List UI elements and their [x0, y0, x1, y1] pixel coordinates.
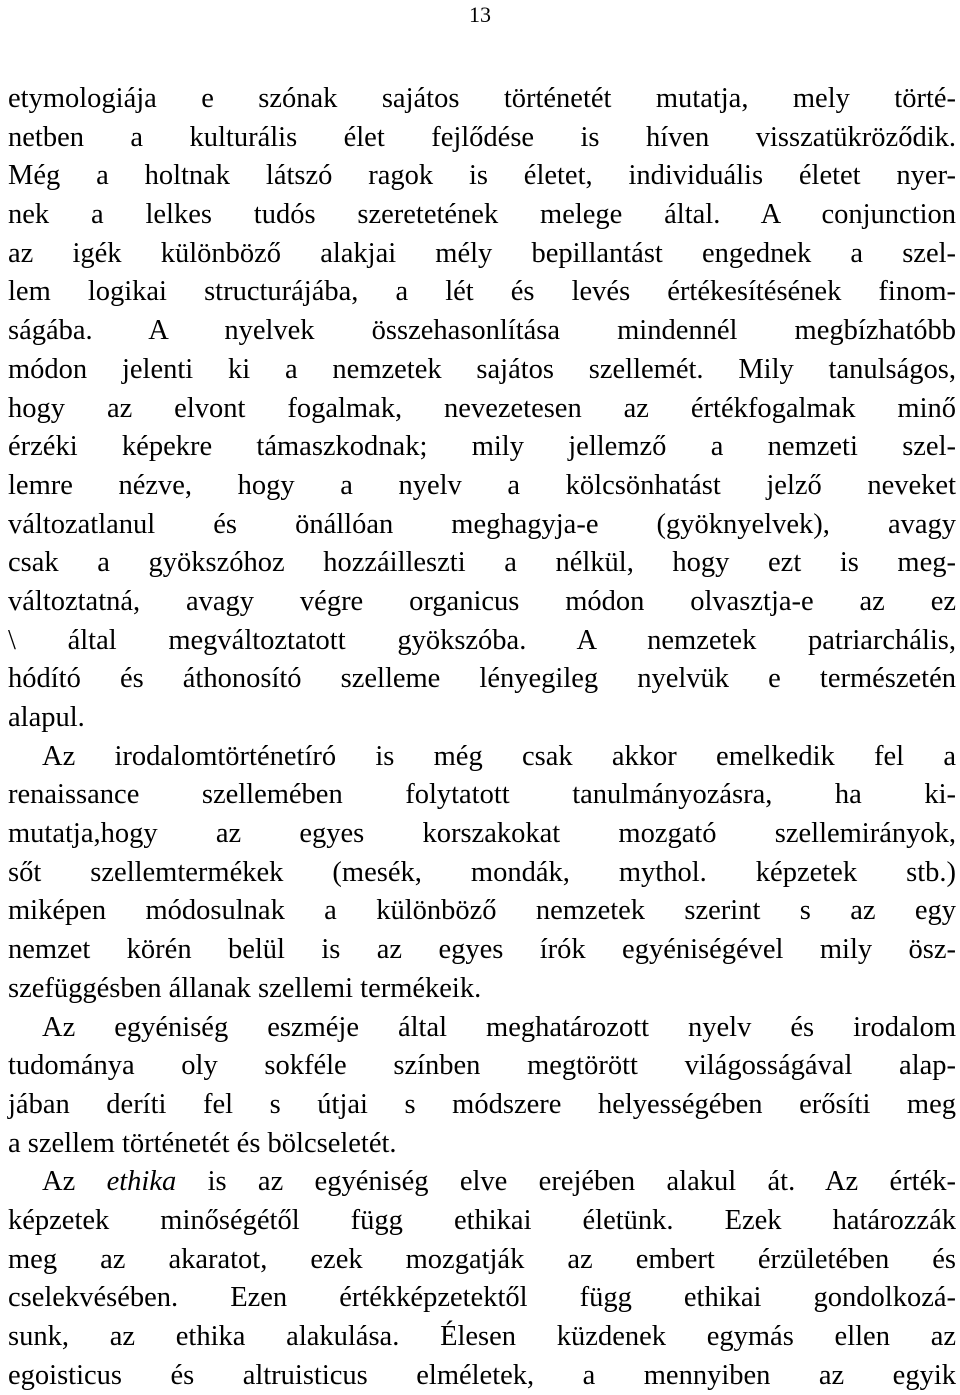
text-line: jában deríti fel s útjai s módszere helyességében erősíti meg: [8, 1088, 956, 1120]
text-line: lem logikai structurájába, a lét és levés értékesítésének finom-: [8, 276, 956, 308]
text-line: az igék különböző alakjai mély bepillantást engednek a szel-: [8, 237, 956, 269]
body-text: [8, 80, 956, 1395]
paragraph: [8, 80, 956, 738]
text-line: mutatja,hogy az egyes korszakokat mozgató szellemirányok,: [8, 818, 956, 850]
italic-term: ethika: [106, 1166, 177, 1198]
paragraph: [8, 1163, 956, 1395]
text-line: ságába. A nyelvek összehasonlítása mindennél megbízhatóbb: [8, 315, 956, 347]
text-line: netben a kulturális élet fejlődése is híven visszatükröződik.: [8, 121, 956, 153]
text-line: \ által megváltoztatott gyökszóba. A nemzetek patriarchális,: [8, 624, 956, 656]
text-line: renaissance szellemében folytatott tanulmányozásra, ha ki-: [8, 779, 956, 811]
text-line: csak a gyökszóhoz hozzáilleszti a nélkül, hogy ezt is meg-: [8, 547, 956, 579]
paragraph: [8, 738, 956, 1009]
text-line: Az egyéniség eszméje által meghatározott nyelv és irodalom: [42, 1011, 956, 1043]
text-line: sőt szellemtermékek (mesék, mondák, mythol. képzetek stb.): [8, 856, 956, 888]
text-line: képzetek minőségétől függ ethikai életünk. Ezek határozzák: [8, 1204, 956, 1236]
text-line: lemre nézve, hogy a nyelv a kölcsönhatást jelző neveket: [8, 469, 956, 501]
page-number: 13: [469, 2, 491, 27]
text-line: a szellem történetét és bölcseletét.: [8, 1127, 397, 1159]
text-line: alapul.: [8, 702, 85, 733]
text-line: változtatná, avagy végre organicus módon olvasztja-e az ez: [8, 585, 956, 617]
text-line: nek a lelkes tudós szeretetének melege által. A conjunction: [8, 199, 956, 231]
text-line: cselekvésében. Ezen értékképzetektől függ ethikai gondolkozá-: [8, 1282, 956, 1314]
text-line: Az irodalomtörténetíró is még csak akkor emelkedik fel a: [42, 740, 956, 772]
text-fragment: is az egyéniség elve erejében alakul át. Az érték-: [176, 1166, 956, 1198]
text-line: változatlanul és önállóan meghagyja-e (gyöknyelvek), avagy: [8, 508, 956, 540]
text-line: szefüggésben állanak szellemi termékeik.: [8, 972, 482, 1004]
text-line: érzéki képekre támaszkodnak; mily jellemző a nemzeti szel-: [8, 431, 956, 463]
text-line: sunk, az ethika alakulása. Élesen küzdenek egymás ellen az: [8, 1321, 956, 1352]
text-line: módon jelenti ki a nemzetek sajátos szellemét. Mily tanulságos,: [8, 353, 956, 385]
text-line: nemzet körén belül is az egyes írók egyéniségével mily ösz-: [8, 934, 956, 966]
paragraph: [8, 1009, 956, 1164]
text-line: miképen módosulnak a különböző nemzetek szerint s az egy: [8, 895, 956, 927]
text-fragment: Az: [42, 1166, 107, 1198]
text-line: [8, 1163, 956, 1202]
text-line: tudománya oly sokféle színben megtörött világosságával alap-: [8, 1050, 956, 1082]
text-line: hogy az elvont fogalmak, nevezetesen az értékfogalmak minő: [8, 392, 956, 424]
text-line: Még a holtnak látszó ragok is életet, individuális életet nyer-: [8, 160, 956, 192]
text-line: etymologiája e szónak sajátos történetét mutatja, mely törté-: [8, 83, 956, 114]
text-line: meg az akaratot, ezek mozgatják az embert érzületében és: [8, 1243, 956, 1275]
text-line: egoisticus és altruisticus elméletek, a mennyiben az egyik: [8, 1359, 956, 1391]
text-line: hódító és áthonosító szelleme lényegileg nyelvük e természetén: [8, 663, 956, 695]
